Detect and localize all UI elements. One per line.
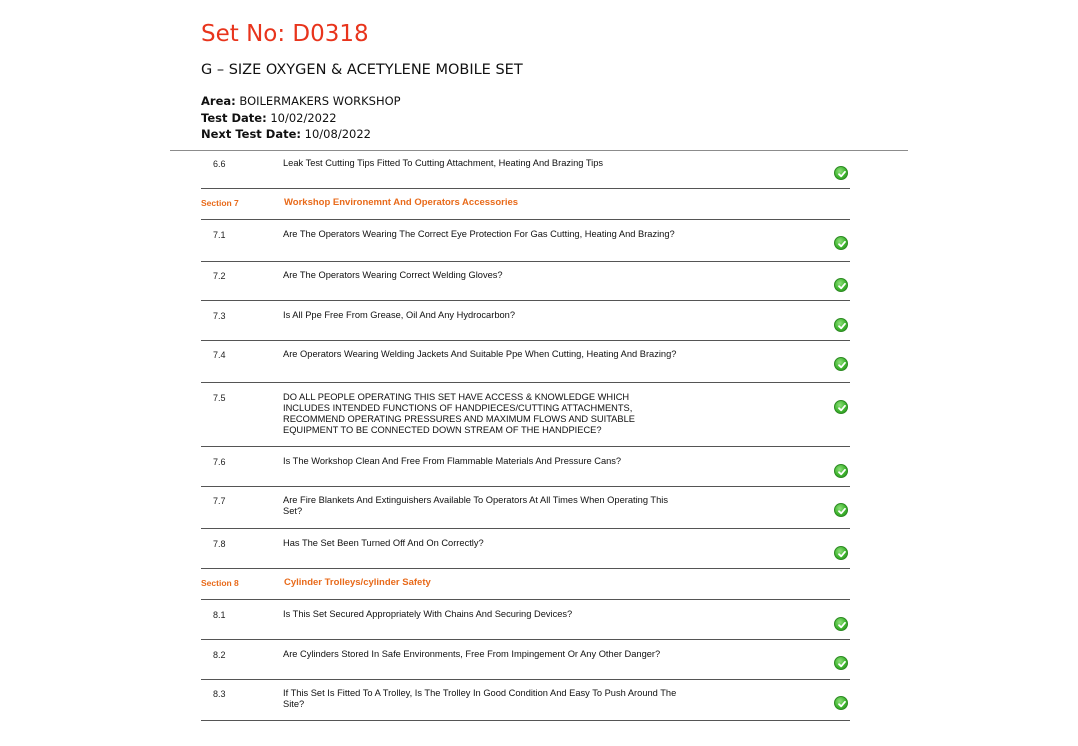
- item-number: 7.1: [213, 230, 226, 240]
- set-title: G – SIZE OXYGEN & ACETYLENE MOBILE SET: [201, 62, 523, 78]
- green-check-icon: [834, 503, 848, 517]
- item-text: Is This Set Secured Appropriately With Chains And Securing Devices?: [283, 609, 573, 619]
- item-number: 7.7: [213, 496, 226, 506]
- checklist-row: [201, 487, 850, 529]
- area-label: Area:: [201, 94, 236, 108]
- set-number: Set No: D0318: [201, 21, 369, 47]
- item-text: Are The Operators Wearing The Correct Eye Protection For Gas Cutting, Heating And Brazing?: [283, 229, 675, 239]
- section-header-row: [201, 189, 850, 220]
- checklist-row: [201, 680, 850, 721]
- meta-block: [201, 93, 401, 143]
- checklist-row: [201, 301, 850, 341]
- checklist-row: [201, 640, 850, 680]
- green-check-icon: [834, 357, 848, 371]
- item-text: If This Set Is Fitted To A Trolley, Is The Trolley In Good Condition And Easy To Push Around The Site?: [283, 688, 677, 709]
- green-check-icon: [834, 166, 848, 180]
- checklist-row: [201, 262, 850, 301]
- item-text: Are The Operators Wearing Correct Welding Gloves?: [283, 270, 503, 280]
- item-number: 7.8: [213, 539, 226, 549]
- section-header-row: [201, 569, 850, 600]
- section-label: Section 8: [201, 578, 239, 588]
- green-check-icon: [834, 656, 848, 670]
- section-title: Cylinder Trolleys/cylinder Safety: [284, 577, 431, 588]
- item-number: 7.2: [213, 271, 226, 281]
- item-text: Is All Ppe Free From Grease, Oil And Any Hydrocarbon?: [283, 310, 516, 320]
- green-check-icon: [834, 617, 848, 631]
- item-text: Are Fire Blankets And Extinguishers Available To Operators At All Times When Operating This Set?: [283, 495, 668, 516]
- checklist-row: [201, 383, 850, 447]
- item-number: 8.3: [213, 689, 226, 699]
- item-text: Is The Workshop Clean And Free From Flammable Materials And Pressure Cans?: [283, 456, 622, 466]
- checklist-row: [201, 600, 850, 640]
- area-value: BOILERMAKERS WORKSHOP: [239, 94, 401, 108]
- item-text: Are Cylinders Stored In Safe Environments, Free From Impingement Or Any Other Danger?: [283, 649, 661, 659]
- item-number: 7.5: [213, 393, 226, 403]
- next-test-date-value: 10/08/2022: [304, 127, 371, 141]
- next-test-date-label: Next Test Date:: [201, 127, 302, 141]
- section-title: Workshop Environemnt And Operators Accessories: [284, 197, 519, 208]
- section-label: Section 7: [201, 198, 239, 208]
- item-number: 8.1: [213, 610, 226, 620]
- document-header: [201, 19, 901, 141]
- test-date-value: 10/02/2022: [270, 110, 337, 125]
- green-check-icon: [834, 464, 848, 478]
- next-test-date-line: [201, 126, 401, 143]
- item-number: 6.6: [213, 159, 226, 169]
- item-number: 7.6: [213, 457, 226, 467]
- green-check-icon: [834, 318, 848, 332]
- green-check-icon: [834, 696, 848, 710]
- checklist-row: [201, 151, 850, 189]
- item-text: Leak Test Cutting Tips Fitted To Cutting Attachment, Heating And Brazing Tips: [283, 158, 604, 168]
- green-check-icon: [834, 236, 848, 250]
- test-date-line: [201, 110, 401, 127]
- item-number: 7.4: [213, 350, 226, 360]
- test-date-label: Test Date:: [201, 110, 267, 125]
- item-text: Are Operators Wearing Welding Jackets And Suitable Ppe When Cutting, Heating And Brazing?: [283, 349, 677, 359]
- green-check-icon: [834, 400, 848, 414]
- green-check-icon: [834, 546, 848, 560]
- item-text: Has The Set Been Turned Off And On Correctly?: [283, 538, 484, 548]
- item-number: 7.3: [213, 311, 226, 321]
- checklist-row: [201, 529, 850, 569]
- area-line: [201, 93, 401, 110]
- checklist-row: [201, 447, 850, 487]
- green-check-icon: [834, 278, 848, 292]
- checklist-row: [201, 341, 850, 383]
- item-text: DO ALL PEOPLE OPERATING THIS SET HAVE ACCESS & KNOWLEDGE WHICH INCLUDES INTENDED FUNCTIONS OF HANDPIECES/CUTTING ATTACHMENTS, RECOMMEND OPERATING PRESSURES AND MAXIMUM FLOWS AND SUITABLE EQUIPMENT TO BE CONNECTED DOWN STREAM OF THE HANDPIECE?: [283, 392, 635, 435]
- checklist-row: [201, 220, 850, 262]
- item-number: 8.2: [213, 650, 226, 660]
